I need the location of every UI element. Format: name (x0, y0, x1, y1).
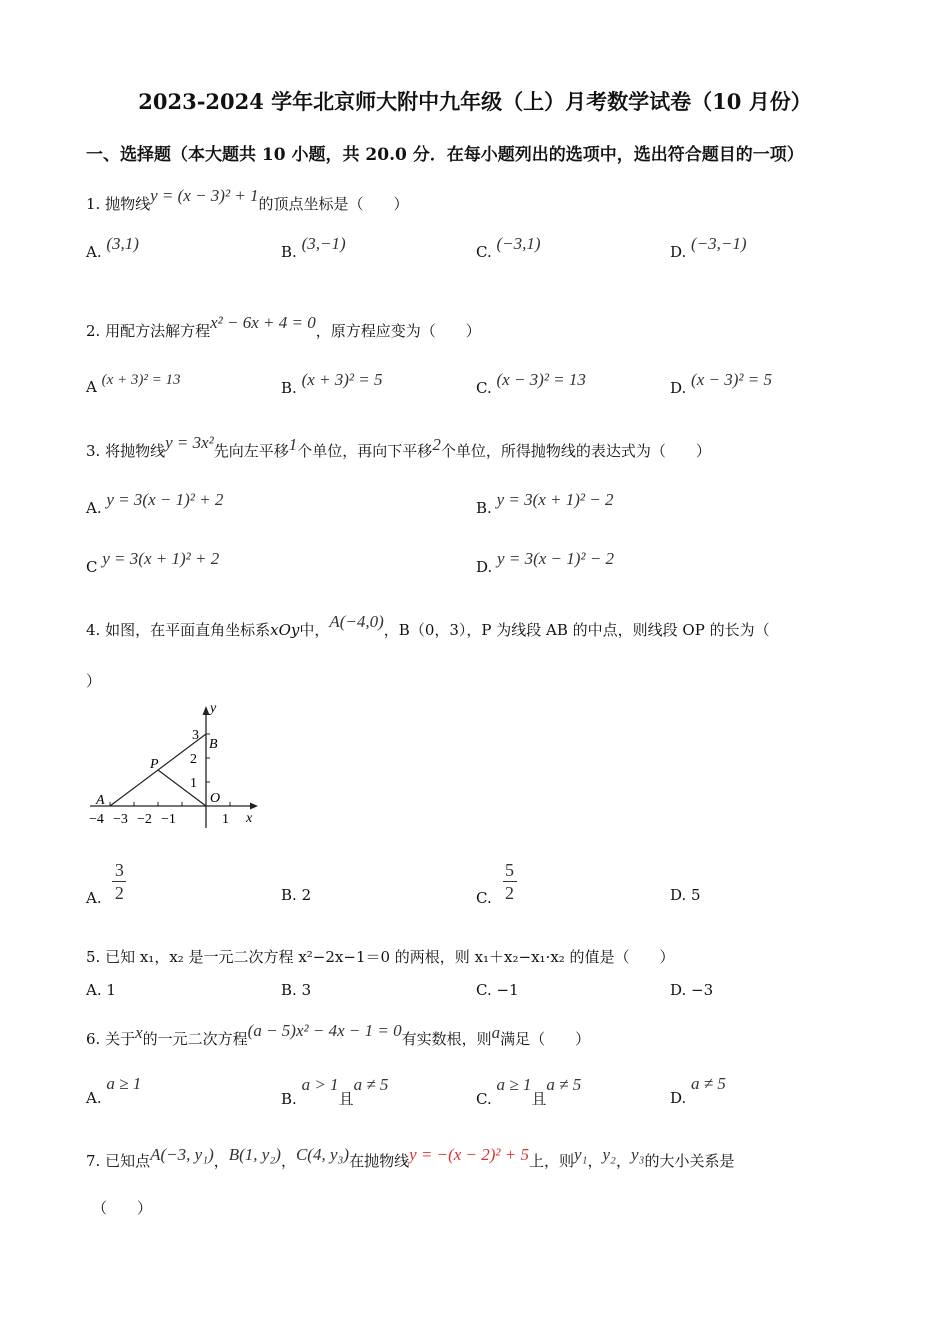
q3-formula: y = 3x² (165, 433, 214, 452)
q6-option-c[interactable]: C. a ≥ 1且a ≠ 5 (476, 1075, 582, 1108)
q1-number: 1. (86, 195, 101, 213)
question-4: 4. 如图，在平面直角坐标系xOy中，A(−4,0)，B（0，3），P 为线段 AB 的中点，则线段 OP 的长为（ (86, 612, 770, 639)
question-6: 6. 关于x的一元二次方程(a − 5)x² − 4x − 1 = 0有实数根，则a满足（ ） (86, 1021, 591, 1048)
q1-option-d[interactable]: D. (−3,−1) (670, 234, 747, 261)
x-tick-label: −2 (137, 812, 152, 827)
q7-close: （ ） (92, 1199, 153, 1217)
q5-option-d[interactable]: D. −3 (670, 981, 714, 999)
q6-option-b[interactable]: B. a > 1且a ≠ 5 (281, 1075, 389, 1108)
q4-point-a: A(−4,0) (329, 612, 384, 631)
q6-option-d[interactable]: D. a ≠ 5 (670, 1074, 726, 1107)
q3-option-c[interactable]: C y = 3(x + 1)² + 2 (86, 549, 220, 576)
q6-option-a[interactable]: A. a ≥ 1 (86, 1074, 142, 1107)
q1-option-b[interactable]: B. (3,−1) (281, 234, 346, 261)
x-axis-label: x (246, 811, 253, 826)
q2-option-b[interactable]: B. (x + 3)² = 5 (281, 370, 383, 397)
q3-option-a[interactable]: A. y = 3(x − 1)² + 2 (86, 490, 224, 517)
y-axis-arrow-icon (203, 706, 210, 715)
q5-option-c[interactable]: C. −1 (476, 981, 519, 999)
x-tick-label: 1 (222, 812, 229, 827)
q6-formula: (a − 5)x² − 4x − 1 = 0 (247, 1021, 402, 1040)
y-tick-label: 3 (192, 728, 199, 743)
question-1 (86, 186, 409, 214)
q1-option-a[interactable]: A. (3,1) (86, 234, 139, 261)
q1-pre: 抛物线 (105, 195, 151, 213)
point-b-label: B (209, 737, 218, 752)
q2-formula: x² − 6x + 4 = 0 (210, 313, 316, 332)
q1-formula: y = (x − 3)² + 1 (150, 186, 259, 205)
section-heading: 一、选择题（本大题共 10 小题，共 20.0 分．在每小题列出的选项中，选出符合题目的一项） (86, 145, 804, 165)
segment-op (158, 770, 206, 806)
x-tick-label: −3 (113, 812, 128, 827)
q2-option-a[interactable]: A (x + 3)² = 13 (86, 372, 181, 396)
q1-post: 的顶点坐标是（ ） (258, 195, 409, 213)
q5-option-b[interactable]: B. 3 (281, 981, 312, 999)
question-3: 3. 将抛物线y = 3x²先向左平移1个单位，再向下平移2个单位，所得抛物线的表达式为（ ） (86, 433, 711, 460)
q2-option-d[interactable]: D. (x − 3)² = 5 (670, 370, 772, 397)
q4-option-c[interactable]: C. $\frac{5}{2}$ (476, 859, 517, 904)
q1-option-c[interactable]: C. (−3,1) (476, 234, 541, 261)
y-tick-label: 2 (190, 752, 197, 767)
question-2: 2. 用配方法解方程x² − 6x + 4 = 0，原方程应变为（ ） (86, 313, 481, 340)
x-tick-label: −4 (89, 812, 104, 827)
q4-coordinate-figure (86, 698, 271, 830)
point-p-label: P (150, 757, 159, 772)
question-7: 7. 已知点A(−3, y₁)，B(1, y₂)，C(4, y₃)在抛物线y = −(x − 2)² + 5上，则y₁，y₂，y₃的大小关系是 (86, 1145, 735, 1170)
point-o-label: O (210, 791, 221, 806)
y-tick-label: 1 (190, 776, 197, 791)
x-tick-label: −1 (161, 812, 176, 827)
q5-option-a[interactable]: A. 1 (86, 981, 116, 999)
q4-option-b[interactable]: B. 2 (281, 886, 312, 904)
q2-option-c[interactable]: C. (x − 3)² = 13 (476, 370, 586, 397)
y-axis-label: y (210, 701, 217, 716)
x-axis-arrow-icon (250, 803, 258, 810)
q4-option-a[interactable]: A. $\frac{3}{2}$ (86, 859, 126, 904)
q7-formula: y = −(x − 2)² + 5 (409, 1145, 529, 1164)
q3-option-b[interactable]: B. y = 3(x + 1)² − 2 (476, 490, 614, 517)
q3-option-d[interactable]: D. y = 3(x − 1)² − 2 (476, 549, 614, 576)
question-5: 5. 已知 x₁，x₂ 是一元二次方程 x²−2x−1＝0 的两根，则 x₁＋x₂−x₁·x₂ 的值是（ ） (86, 948, 675, 966)
point-a-label: A (96, 793, 105, 808)
q4-close: ） (86, 672, 102, 690)
page-title: 2023-2024 学年北京师大附中九年级（上）月考数学试卷（10 月份） (138, 89, 812, 114)
q4-option-d[interactable]: D. 5 (670, 886, 701, 904)
